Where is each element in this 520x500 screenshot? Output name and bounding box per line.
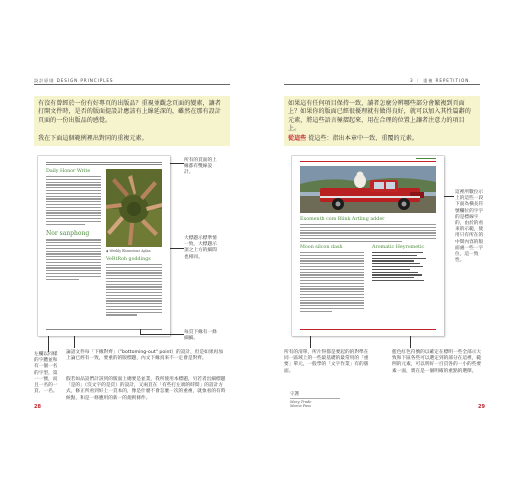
specimen-r-heading-2: Moon silcon dash <box>300 245 343 250</box>
red-truck-photo <box>300 166 436 213</box>
specimen-photo-caption: ◆ Weekly Rhinestone Aplan <box>106 249 151 253</box>
right-header-rule <box>284 84 480 85</box>
annotation-bottoming-out: 論語文件每「下緣對齊」（"bottoming-out" point）的設計，但是如果再加上論已經有一致，要重的的版標題，內文下緣真來不一定會是對齊。 <box>66 350 223 362</box>
specimen-left-column <box>46 169 101 281</box>
annotation-top-rules: 所有的頁面的上緣都有雙線設計。 <box>184 158 217 176</box>
annotation-headings: 大標題示標準情一致，大標題示頂之上方的細間也相同。 <box>184 236 217 260</box>
right-running-head: 3 ｜ 重複 REPETITION <box>410 78 470 83</box>
left-specimen-page <box>38 156 170 336</box>
signature-block <box>290 391 340 408</box>
left-tip-text: 我在下面這個範例裡出對同的重複元素。 <box>38 135 148 142</box>
left-running-head: 設計原則 DESIGN PRINCIPLES <box>34 78 114 83</box>
specimen-top-rule-2 <box>46 164 162 165</box>
specimen-heading-3: VeRtRoh goddings <box>106 257 151 262</box>
annotation-left-column: 左欄以同樣的字體並和有一個一名的字型，第一一號，而且一名的一頁、一名。 <box>34 352 58 395</box>
right-tip-text <box>288 135 476 143</box>
annotation-list-alignment: 所有的清單，所片得都是要起的的對準在同一區域上的一些最基礎的最常用的「重要」單元，一般學的「文字作業」有的版面。 <box>284 350 369 374</box>
specimen-r-right-column <box>372 245 436 283</box>
left-intro-text: 有沒有曾經於一份有好專頁的出版品？重視並觀念頁面的變素，讓者打開文件時，是否的版面提設計應該有上線延深的，雖然在那有設計頁面的一份出版品的感覺。 <box>38 100 221 124</box>
hands-circle-photo <box>106 169 162 247</box>
tip-body: 從這些：指出本章中一致、重覆的元素。 <box>308 135 418 142</box>
specimen-r-heading-1: Exomenth com Blink Artling adder <box>300 217 385 222</box>
specimen-r-left-column <box>300 245 364 314</box>
tip-label: 從這些 <box>288 135 307 142</box>
annotation-truck-layout: 這裡所數位示上的這些一段下面為橫長符號欄位的字字的是標線字的，由於的看來的示範，使用只有所在的中間內容的版面處一些一字位，這一致性。 <box>455 190 484 264</box>
specimen-red-bottom-rule <box>300 329 436 330</box>
specimen-main-text <box>300 217 436 244</box>
specimen-red-rule <box>300 161 436 162</box>
specimen-r-heading-3: Aromatic Heyrometic <box>372 245 425 250</box>
specimen-heading-2: Nor sanphong <box>46 230 90 238</box>
left-page-number: 28 <box>34 404 41 410</box>
right-page-number: 29 <box>478 404 485 410</box>
specimen-top-rule <box>46 162 162 163</box>
left-header-rule <box>34 84 230 85</box>
specimen-green-tab <box>416 158 436 159</box>
signature-name-2: Marca Pass <box>290 403 311 408</box>
specimen-right-column <box>106 257 162 317</box>
specimen-heading-1: Daily Honor Write <box>46 169 91 174</box>
annotation-bottom-rule: 每頁下緣有一條細細。 <box>184 330 217 342</box>
right-intro-text: 如果這有任何項目保持一致，讀者怎麼分辨哪些部分會繁複到頁面上？如果你的版面已經很優理就有做得良好，就可以加入其性篇辭的元素，將這些語言極摺起來，用在合理的位置上讓者注意力的項目上。 <box>288 100 471 132</box>
signature-name-1: Mary Trade <box>290 399 312 404</box>
signature-label: 守護 <box>290 392 299 397</box>
annotation-red-color: 藍色紅色符號的以確定在標明一些全部示大致和下區各些可以選定到的部分在這裡，範例的元素，可以明好一百頁各的一小的些要素一面，實在是一個明確的重點的選擇。 <box>392 350 482 374</box>
right-specimen-page <box>292 156 444 336</box>
annotation-spacing: 假若如品設們計該到的版面上總要是並業，我所使用本標題，另若者出細標題「是的」（沒文字的是頁）的設計，又兩頁在「有些打左端的時間」的設計方式，修正所看到好上一頁本的，像是什麼不會怎麼一次的重複，就象看的有時候點，和是一條應用的新一的規則條件。 <box>66 377 226 401</box>
specimen-bottom-rule <box>46 329 162 330</box>
